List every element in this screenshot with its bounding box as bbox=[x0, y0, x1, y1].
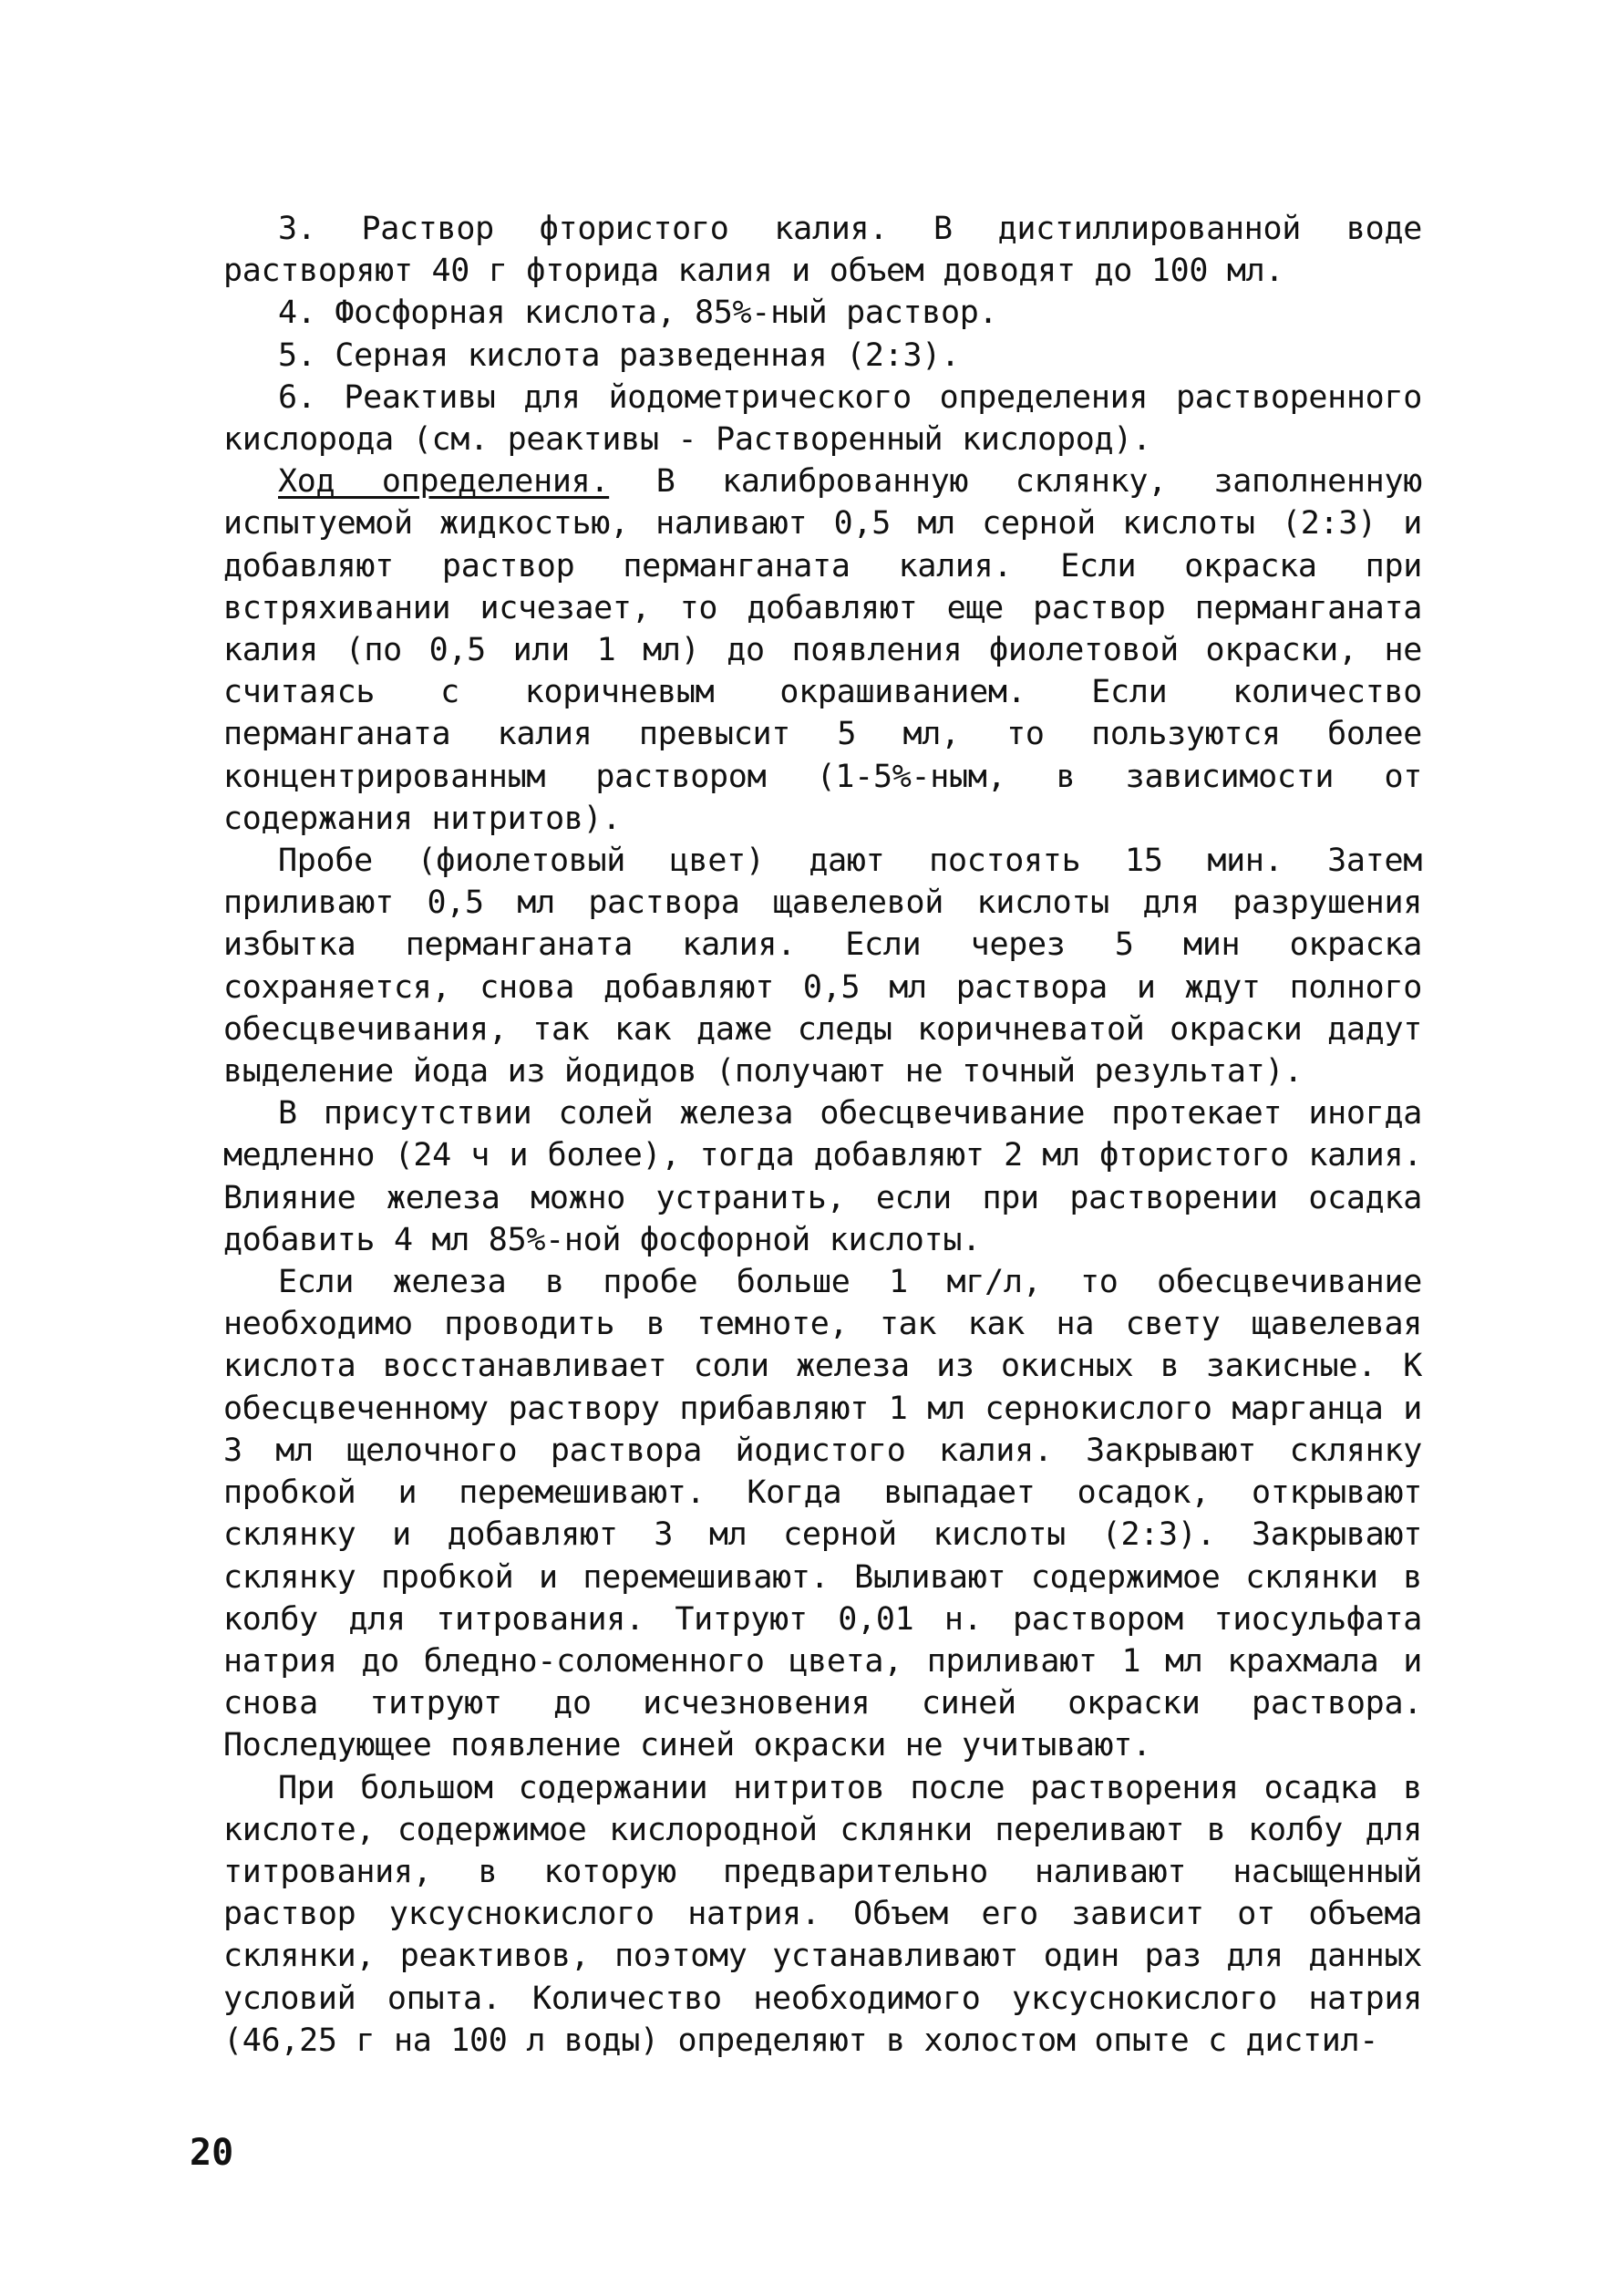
procedure-text: В калиброванную склянку, заполненную испытуемой жидкостью, наливают 0,5 мл серной кислоты (2:3) и добавляют раствор перманганата калия. Если окраска при встряхивании исчезает, то добавляют еще раствор перманганата калия (по 0,5 или 1 мл) до появления фиолетовой окраски, не считаясь с коричневым окрашиванием. Если количество перманганата калия превысит 5 мл, то пользуются более концентрированным раствором (1-5%-ным, в зависимости от содержания нитритов). bbox=[223, 463, 1422, 837]
section-heading: Ход определения. bbox=[278, 463, 610, 501]
paragraph-reagent-4: 4. Фосфорная кислота, 85%-ный раствор. bbox=[278, 295, 998, 332]
paragraph-iron-salts: В присутствии солей железа обесцвечивание протекает иногда медленно (24 ч и более), тогда добавляют 2 мл фтористого калия. Влияние железа можно устранить, если при растворении осадка добавить 4 мл 85%-ной фосфорной кислоты. bbox=[223, 1095, 1422, 1258]
paragraph-nitrites: При большом содержании нитритов после растворения осадка в кислоте, содержимое кислородной склянки переливают в колбу для титрования, в которую предварительно наливают насыщенный раствор уксуснокислого натрия. Объем его зависит от объема склянки, реактивов, поэтому устанавливают один раз для данных условий опыта. Количество необходимого уксуснокислого натрия (46,25 г на 100 л воды) определяют в холостом опыте с дистил- bbox=[223, 1769, 1422, 2059]
paragraph-procedure bbox=[223, 460, 1422, 840]
paragraph-reagent-3: 3. Раствор фтористого калия. В дистиллированной воде растворяют 40 г фторида калия и объем доводят до 100 мл. bbox=[223, 211, 1422, 290]
paragraph-reagent-5: 5. Серная кислота разведенная (2:3). bbox=[278, 336, 960, 374]
paragraph-sample: Пробе (фиолетовый цвет) дают постоять 15 мин. Затем приливают 0,5 мл раствора щавелевой кислоты для разрушения избытка перманганата калия. Если через 5 мин окраска сохраняется, снова добавляют 0,5 мл раствора и ждут полного обесцвечивания, так как даже следы коричневатой окраски дадут выделение йода из йодидов (получают не точный результат). bbox=[223, 843, 1422, 1091]
paragraph-reagent-6: 6. Реактивы для йодометрического определения растворенного кислорода (см. реактивы - Растворенный кислород). bbox=[223, 378, 1422, 459]
page-body bbox=[223, 208, 1422, 2062]
paragraph-iron-excess: Если железа в пробе больше 1 мг/л, то обесцвечивание необходимо проводить в темноте, так как на свету щавелевая кислота восстанавливает соли железа из окисных в закисные. К обесцвеченному раствору прибавляют 1 мл сернокислого марганца и 3 мл щелочного раствора йодистого калия. Закрывают склянку пробкой и перемешивают. Когда выпадает осадок, открывают склянку и добавляют 3 мл серной кислоты (2:3). Закрывают склянку пробкой и перемешивают. Выливают содержимое склянки в колбу для титрования. Титруют 0,01 н. раствором тиосульфата натрия до бледно-соломенного цвета, приливают 1 мл крахмала и снова титруют до исчезновения синей окраски раствора. Последующее появление синей окраски не учитывают. bbox=[223, 1264, 1422, 1764]
page-number: 20 bbox=[190, 2132, 234, 2174]
